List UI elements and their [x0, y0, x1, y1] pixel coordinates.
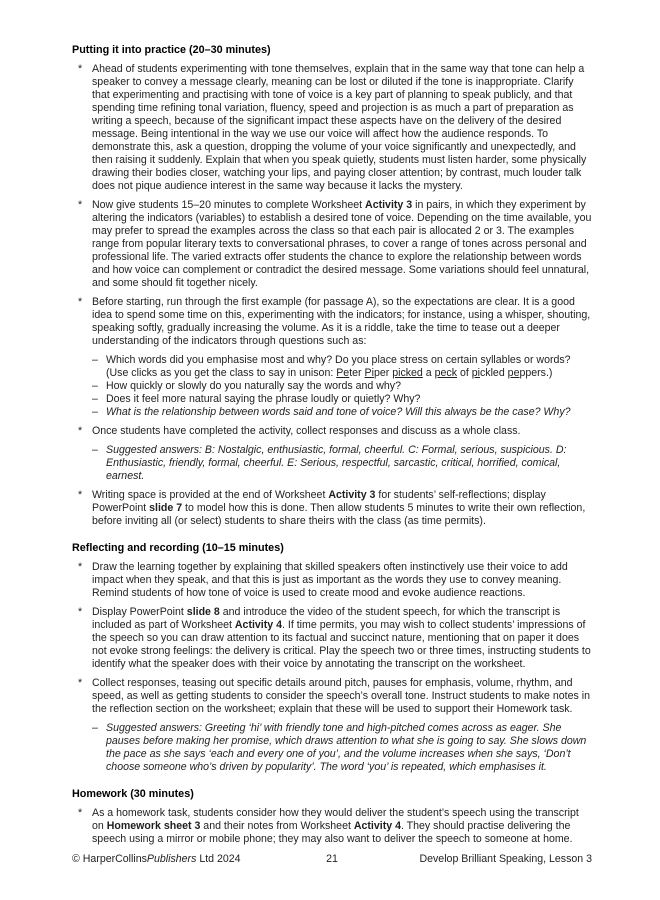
dash-marker: – [92, 354, 98, 366]
section-heading: Reflecting and recording (10–15 minutes) [72, 542, 284, 554]
text-run: Ahead of students experimenting with tone themselves, explain that in the same way that tone can help a speaker to convey a message clearly, meaning can be lost or diluted if the tone is inappropriate. Clarify that experimenting and practising with tone of voice is a key part of planning to speak publicly, and that spending time refining tonal variation, fluency, speed and projection is as much a part of preparation as writing a speech, because of the significant impact these aspects have on the delivery of the desired message. Being intentional in the way we use our voice will affect how the audience responds. To demonstrate this, ask a question, dropping the volume of your voice significantly and unexpectedly, and then raising it suddenly. Explain that when you speak quietly, students must listen harder, some physically drawing their bodies closer, watching your lips, and paying closer attention; by contrast, much louder talk does not pique audience interest in the same way because it lacks the mystery. [92, 63, 587, 192]
text-run: pe [507, 367, 520, 379]
bullet-item [72, 296, 592, 348]
text-run: Does it feel more natural saying the phrase loudly or quietly? Why? [106, 393, 421, 405]
bullet-item [72, 425, 592, 438]
text-run: . They should practise delivering the speech using a mirror or mobile phone; they may also want to deliver the speech to someone at home. [92, 820, 573, 845]
document-sections [72, 44, 592, 846]
copyright-text [72, 853, 326, 866]
item-text [92, 425, 520, 437]
page-number: 21 [326, 853, 338, 865]
copyright-prefix: © HarperCollins [72, 853, 147, 865]
sub-bullet-item [72, 354, 592, 380]
copyright-publisher-italic: Publishers [146, 853, 197, 865]
text-run: slide 7 [149, 502, 183, 514]
text-run: to model how this is done. Then allow students 5 minutes to write their own reflection, before inviting all (or select) students to share theirs with the class (as time permits). [92, 502, 586, 527]
bullet-item [72, 199, 592, 290]
bullet-marker: * [78, 489, 83, 501]
text-run: Draw the learning together by explaining that skilled speakers often instinctively use their voice to add impact when they speak, and that this is just as important as the words they use to convey meaning. Remind students of how tone of voice is used to create mood and evoke audience reactions. [92, 561, 568, 599]
text-run: pi [471, 367, 480, 379]
dash-marker: – [92, 380, 98, 392]
text-run: ter [349, 367, 365, 379]
item-text [106, 722, 586, 773]
text-run: Suggested answers: B: Nostalgic, enthusiastic, formal, cheerful. C: Formal, serious, suspicious. D: Enthusiastic, friendly, formal, cheerful. E: Serious, respectful, sarcastic, critical, horrified, comical, earnest. [106, 444, 567, 482]
bullet-marker: * [78, 425, 83, 437]
bullet-item [72, 807, 592, 846]
bullet-item [72, 606, 592, 671]
text-run: in pairs, in which they experiment by altering the indicators (variables) to establish a desired tone of voice. Depending on the time available, you may prefer to spread the examples across the class so that each pair is allocated 2 or 3. The examples range from popular literary texts to conversational phrases, to cover a range of tones across personal and professional life. The varied extracts offer students the chance to explore the relationship between words and how voice can complement or contradict the desired message. Some variations should feel unnatural, and some should fit together nicely. [92, 199, 592, 289]
text-run: Suggested answers: Greeting ‘hi’ with friendly tone and high-pitched comes across as eager. She pauses before making her promise, which draws attention to what she is going to say. She slows down the pace as she says ‘each and every one of you’, and the volume increases when she says, ‘Don’t choose someone who’s driven by popularity’. The word ‘you’ is repeated, which emphasises it. [106, 722, 587, 773]
bullet-marker: * [78, 606, 83, 618]
bullet-item [72, 63, 592, 193]
item-text [106, 380, 401, 392]
item-text [92, 561, 568, 599]
text-run: ckled [479, 367, 508, 379]
bullet-marker: * [78, 807, 83, 819]
item-text [92, 489, 585, 527]
text-run: Writing space is provided at the end of Worksheet [92, 489, 329, 501]
item-text [92, 63, 586, 192]
dash-marker: – [92, 722, 98, 734]
text-run: Activity 4 [353, 820, 401, 832]
text-run: a [422, 367, 435, 379]
dash-marker: – [92, 406, 98, 418]
text-run: of [457, 367, 472, 379]
bullet-marker: * [78, 296, 83, 308]
sub-bullet-item [72, 406, 592, 419]
footer-document-title: Develop Brilliant Speaking, Lesson 3 [419, 853, 593, 865]
dash-marker: – [92, 393, 98, 405]
text-run: ppers.) [519, 367, 553, 379]
item-text [92, 807, 579, 845]
text-run: Activity 3 [365, 199, 413, 211]
item-text [106, 444, 566, 482]
text-run: Collect responses, teasing out specific details around pitch, pauses for emphasis, volume, rhythm, and speed, as well as getting students to consider the speech’s overall tone. Instruct students to make notes in the reflection section on the worksheet; explain that these will be used to support their Homework task. [92, 677, 590, 715]
item-text [106, 354, 571, 379]
bullet-item [72, 561, 592, 600]
text-run: picked [392, 367, 423, 379]
text-run: Pi [364, 367, 374, 379]
item-text [92, 296, 590, 347]
text-run: per [373, 367, 393, 379]
bullet-item [72, 489, 592, 528]
text-run: and their notes from Worksheet [200, 820, 354, 832]
text-run: slide 8 [186, 606, 220, 618]
text-run: Homework sheet 3 [106, 820, 201, 832]
section [72, 44, 592, 528]
text-run: What is the relationship between words said and tone of voice? Will this always be the case? Why? [106, 406, 571, 418]
text-run: How quickly or slowly do you naturally say the words and why? [106, 380, 401, 392]
text-run: Activity 4 [234, 619, 283, 631]
text-run: Now give students 15–20 minutes to complete Worksheet [92, 199, 366, 211]
copyright-suffix: Ltd 2024 [196, 853, 241, 865]
item-text [106, 393, 420, 405]
text-run: Which words did you emphasise most and why? Do you place stress on certain syllables or words? (Use clicks as you get the class to say in unison: [106, 354, 571, 379]
text-run: and introduce the video of the student speech, for which the transcript is included as part of Worksheet [92, 606, 561, 631]
text-run: As a homework task, students consider how they would deliver the student’s speech using the transcript on [92, 807, 579, 832]
sub-bullet-item [72, 380, 592, 393]
item-text [92, 199, 591, 289]
dash-marker: – [92, 444, 98, 456]
section-heading: Putting it into practice (20–30 minutes) [72, 44, 271, 56]
section [72, 788, 592, 846]
text-run: for students’ self-reflections; display PowerPoint [92, 489, 546, 514]
section-heading: Homework (30 minutes) [72, 788, 194, 800]
item-text [92, 606, 591, 670]
item-text [106, 406, 571, 418]
text-run: Once students have completed the activity, collect responses and discuss as a whole class. [92, 425, 521, 437]
sub-bullet-item [72, 393, 592, 406]
sub-bullet-item [72, 722, 592, 774]
section [72, 542, 592, 774]
item-text [92, 677, 590, 715]
text-run: peck [434, 367, 457, 379]
bullet-marker: * [78, 199, 83, 211]
page-footer [72, 853, 592, 866]
text-run: . If time permits, you may wish to collect students’ impressions of the speech so you can draw attention to its factual and succinct nature, mentioning that on paper it does not evoke strong feelings: the delivery is critical. Play the speech two or three times, instructing students to identify what the speaker does with their voice by annotating the transcript on the worksheet. [92, 619, 591, 670]
text-run: Display PowerPoint [92, 606, 187, 618]
bullet-marker: * [78, 63, 83, 75]
text-run: Activity 3 [328, 489, 376, 501]
bullet-marker: * [78, 677, 83, 689]
text-run: Pe [336, 367, 350, 379]
text-run: Before starting, run through the first example (for passage A), so the expectations are clear. It is a good idea to spend some time on this, experimenting with the indicators; for instance, using a whisper, shouting, speaking softly, gradually increasing the volume. As it is a riddle, take the time to tease out a deeper understanding of the indicators through questions such as: [92, 296, 591, 347]
bullet-item [72, 677, 592, 716]
sub-bullet-item [72, 444, 592, 483]
bullet-marker: * [78, 561, 83, 573]
